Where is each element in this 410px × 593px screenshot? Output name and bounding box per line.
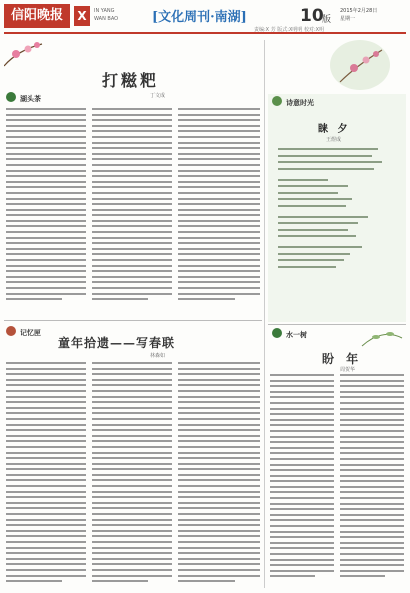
article-text-column-1	[6, 108, 86, 304]
article2-text-column-2	[92, 362, 172, 586]
column-divider	[264, 40, 265, 588]
column-badge-icon	[6, 92, 16, 102]
essay-title: 盼 年	[322, 352, 363, 366]
column-label-4: 水一树	[286, 331, 307, 339]
date-line-2: 星期一	[340, 16, 356, 22]
page-number: 10	[300, 6, 324, 26]
article-title: 打糍粑	[102, 71, 160, 90]
column-label: 湖头茶	[20, 95, 41, 103]
column-label-2: 记忆匣	[20, 329, 41, 337]
section-title: [文化周刊·南湖]	[152, 10, 247, 25]
essay-text-column-2	[340, 374, 404, 581]
pinyin-line-1: IN YANG	[94, 8, 115, 14]
section-divider	[4, 320, 262, 321]
date-line-1: 2015年2月28日	[340, 8, 378, 14]
article-title-2: 童年拾遗——写春联	[58, 336, 176, 350]
article-text-column-3	[178, 108, 260, 304]
article2-text-column-1	[6, 362, 86, 586]
article-byline-2: 林森如	[150, 353, 166, 359]
plum-blossom-icon	[336, 44, 386, 84]
pinyin-label	[94, 7, 118, 23]
masthead	[4, 4, 406, 34]
poem-badge-icon	[272, 96, 282, 106]
column-label-3: 诗意时光	[286, 99, 314, 107]
essay-byline: 周贺华	[340, 367, 356, 373]
page-ban-label: 版	[322, 15, 332, 25]
article2-text-column-3	[178, 362, 260, 586]
article-byline: 丁文成	[150, 93, 166, 99]
flower-decoration-icon	[4, 40, 44, 68]
essay-text-column-1	[270, 374, 334, 581]
editors-line: 责编:X 芳 版式:X明明 校对:X明	[254, 27, 325, 33]
poem-title: 睐 夕	[318, 124, 351, 135]
newspaper-logo: 信阳晚报	[4, 4, 70, 28]
article-text-column-2	[92, 108, 172, 304]
right-divider	[268, 324, 406, 325]
poem-body	[278, 148, 398, 272]
leaf-decoration-icon	[360, 326, 404, 348]
issue-date	[340, 7, 377, 23]
poem-author: 王煜成	[326, 137, 342, 143]
xinyang-mark: X	[74, 6, 90, 26]
pinyin-line-2: WAN BAO	[94, 16, 119, 22]
essay-badge-icon	[272, 328, 282, 338]
memory-badge-icon	[6, 326, 16, 336]
